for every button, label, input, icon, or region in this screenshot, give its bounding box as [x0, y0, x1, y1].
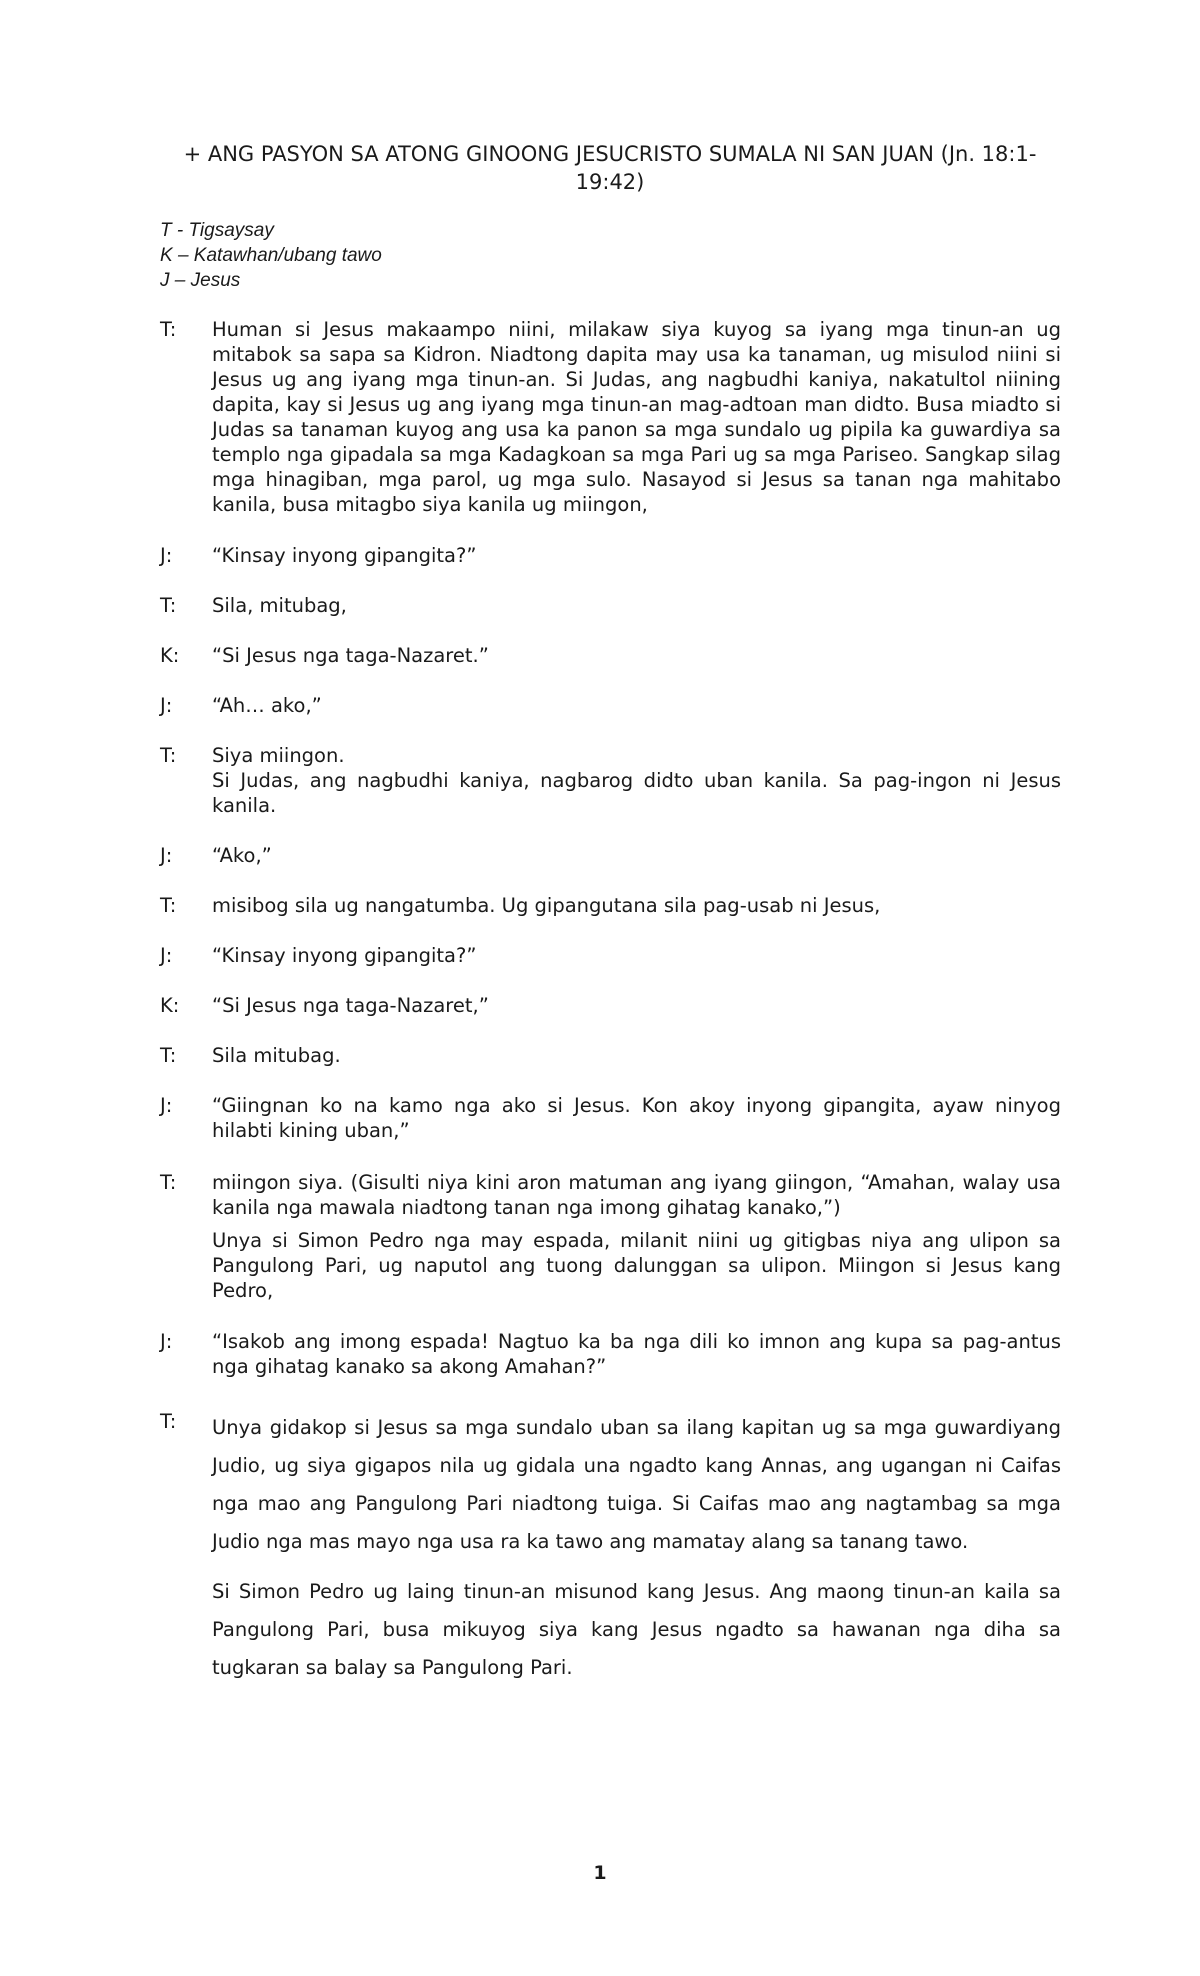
line-text [212, 643, 1061, 668]
script-line [160, 1329, 1061, 1379]
speaker-label: J: [160, 1094, 173, 1117]
page-number: 1 [593, 1862, 607, 1884]
paragraph: Sila, mitubag, [212, 594, 347, 617]
line-text [212, 543, 1061, 568]
speaker-label: T: [160, 594, 177, 617]
paragraph: “Si Jesus nga taga-Nazaret,” [212, 994, 489, 1017]
script-line [160, 317, 1061, 517]
speaker-label: T: [160, 1044, 177, 1067]
paragraph: misibog sila ug nangatumba. Ug gipangutana sila pag-usab ni Jesus, [212, 894, 881, 917]
line-text [212, 1329, 1061, 1379]
speaker-label: J: [160, 844, 173, 867]
script-line [160, 593, 1061, 618]
script-line [160, 893, 1061, 918]
speaker-label: T: [160, 1410, 177, 1433]
paragraph: Siya miingon. Si Judas, ang nagbudhi kaniya, nagbarog didto uban kanila. Sa pag-ingon ni Jesus kanila. [212, 744, 1061, 817]
line-text [212, 693, 1061, 718]
line-text [212, 1043, 1061, 1068]
paragraph: “Giingnan ko na kamo nga ako si Jesus. Kon akoy inyong gipangita, ayaw ninyog hilabti kining uban,” [212, 1094, 1061, 1142]
speaker-label: T: [160, 1171, 177, 1194]
speaker-label: J: [160, 944, 173, 967]
paragraph: Sila mitubag. [212, 1044, 341, 1067]
speaker-label: K: [160, 994, 180, 1017]
paragraph: “Si Jesus nga taga-Nazaret.” [212, 644, 489, 667]
speaker-label: J: [160, 1330, 173, 1353]
script-line [160, 1170, 1061, 1303]
speaker-label: J: [160, 544, 173, 567]
script-line [160, 943, 1061, 968]
paragraph: “Kinsay inyong gipangita?” [212, 944, 477, 967]
paragraph: Si Simon Pedro ug laing tinun-an misunod kang Jesus. Ang maong tinun-an kaila sa Pangulong Pari, busa mikuyog siya kang Jesus ngadto sa hawanan nga diha sa tugkaran sa balay sa Pangulong Pari. [212, 1580, 1061, 1679]
script-line [160, 993, 1061, 1018]
line-text [212, 1409, 1061, 1687]
paragraph: Unya gidakop si Jesus sa mga sundalo uban sa ilang kapitan ug sa mga guwardiyang Judio, ug siya gigapos nila ug gidala una ngadto kang Annas, ang ugangan ni Caifas nga mao ang Pangulong Pari niadtong tuiga. Si Caifas mao ang nagtambag sa mga Judio nga mas mayo nga usa ra ka tawo ang mamatay alang sa tanang tawo. [212, 1416, 1061, 1553]
line-text [212, 943, 1061, 968]
script-line [160, 1043, 1061, 1068]
script-line [160, 543, 1061, 568]
script-line [160, 643, 1061, 668]
speaker-label: T: [160, 318, 177, 341]
legend-narrator: T - Tigsaysay [160, 220, 274, 241]
page-title: + ANG PASYON SA ATONG GINOONG JESUCRISTO SUMALA NI SAN JUAN (Jn. 18:1-19:42) [183, 142, 1037, 194]
line-text [212, 1170, 1061, 1303]
line-text [212, 593, 1061, 618]
paragraph: “Ah… ako,” [212, 694, 322, 717]
line-text [212, 743, 1061, 818]
line-text [212, 893, 1061, 918]
paragraph: Human si Jesus makaampo niini, milakaw siya kuyog sa iyang mga tinun-an ug mitabok sa sapa sa Kidron. Niadtong dapita may usa ka tanaman, ug misulod niini si Jesus ug ang iyang mga tinun-an. Si Judas, ang nagbudhi kaniya, nakatultol niining dapita, kay si Jesus ug ang iyang mga tinun-an mag-adtoan man didto. Busa miadto si Judas sa tanaman kuyog ang usa ka panon sa mga sundalo ug pipila ka guwardiya sa templo nga gipadala sa mga Kadagkoan sa mga Pari ug sa mga Pariseo. Sangkap silag mga hinagiban, mga parol, ug mga sulo. Nasayod si Jesus sa tanan nga mahitabo kanila, busa mitagbo siya kanila ug miingon, [212, 318, 1061, 516]
script-line [160, 843, 1061, 868]
script-line [160, 743, 1061, 818]
speaker-label: T: [160, 744, 177, 767]
paragraph: “Kinsay inyong gipangita?” [212, 544, 477, 567]
paragraph: miingon siya. (Gisulti niya kini aron matuman ang iyang giingon, “Amahan, walay usa kanila nga mawala niadtong tanan nga imong gihatag kanako,”) [212, 1171, 1061, 1219]
script-line [160, 693, 1061, 718]
paragraph: “Ako,” [212, 844, 272, 867]
paragraph: Unya si Simon Pedro nga may espada, milanit niini ug gitigbas niya ang ulipon sa Pangulong Pari, ug naputol ang tuong dalunggan sa ulipon. Miingon si Jesus kang Pedro, [212, 1229, 1061, 1302]
legend-people: K – Katawhan/ubang tawo [160, 245, 382, 266]
line-text [212, 993, 1061, 1018]
line-text [212, 317, 1061, 517]
legend-jesus: J – Jesus [160, 270, 241, 291]
passion-script [160, 317, 1061, 1687]
speaker-label: J: [160, 694, 173, 717]
speaker-label: K: [160, 644, 180, 667]
script-line [160, 1093, 1061, 1143]
paragraph: “Isakob ang imong espada! Nagtuo ka ba nga dili ko imnon ang kupa sa pag-antus nga gihatag kanako sa akong Amahan?” [212, 1330, 1061, 1378]
line-text [212, 843, 1061, 868]
script-line [160, 1409, 1061, 1687]
speaker-label: T: [160, 894, 177, 917]
speaker-legend [160, 218, 382, 293]
line-text [212, 1093, 1061, 1143]
